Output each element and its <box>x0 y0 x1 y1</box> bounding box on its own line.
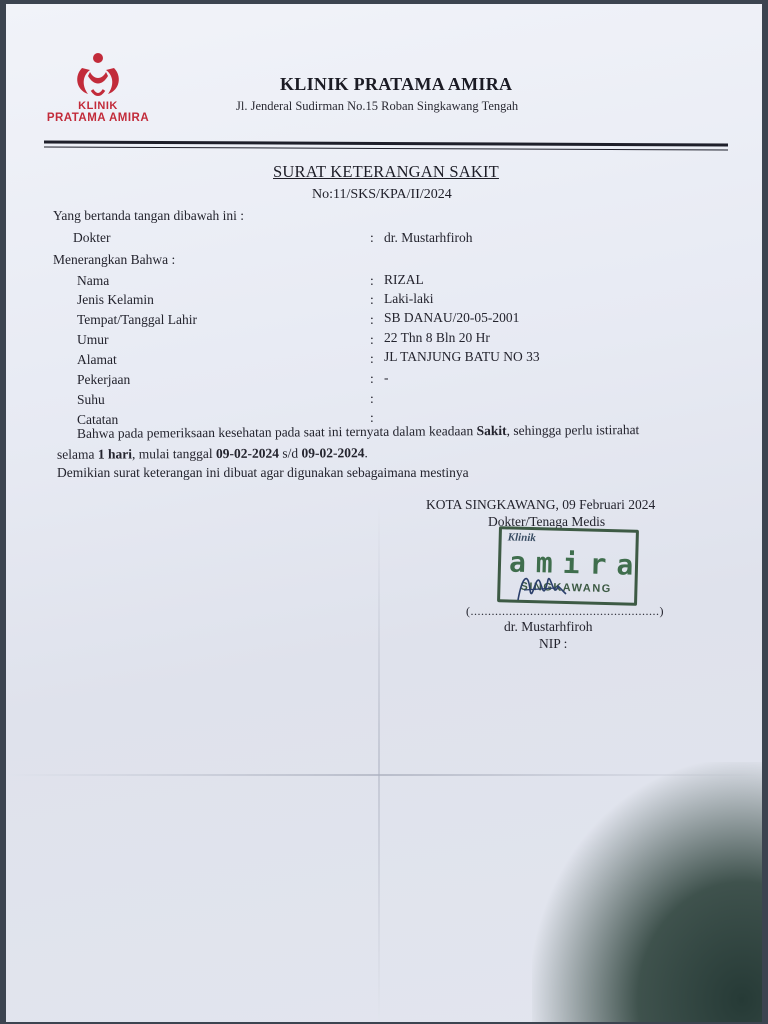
field-value-jenis-kelamin: Laki-laki <box>384 291 434 306</box>
intro-text: Yang bertanda tangan dibawah ini : <box>53 208 244 223</box>
declares-text: Menerangkan Bahwa : <box>53 252 176 267</box>
field-label-pekerjaan: Pekerjaan <box>77 372 131 387</box>
field-label-nama: Nama <box>77 273 110 288</box>
signature-blank-line: (......................................................) <box>466 604 664 618</box>
field-colon: : <box>370 371 374 386</box>
clinic-logo <box>38 50 158 130</box>
field-value-ttl: SB DANAU/20-05-2001 <box>384 310 520 325</box>
letter-page <box>6 4 762 1022</box>
field-colon: : <box>370 391 374 406</box>
shadow-corner <box>532 762 762 1022</box>
closing-text: Demikian surat keterangan ini dibuat agar digunakan sebagaimana mestinya <box>57 465 469 480</box>
clinic-address: Jl. Jenderal Sudirman No.15 Roban Singkawang Tengah <box>236 99 519 113</box>
field-label-suhu: Suhu <box>77 392 105 407</box>
field-colon: : <box>370 410 374 425</box>
field-colon: : <box>370 273 374 288</box>
body-line-1: Bahwa pada pemeriksaan kesehatan pada saat ini ternyata dalam keadaan Sakit, sehingga perlu istirahat <box>76 422 640 441</box>
signer-name: dr. Mustarhfiroh <box>504 619 593 634</box>
field-value-pekerjaan: - <box>384 370 389 385</box>
logo-text-klinik: KLINIK <box>78 100 118 112</box>
signer-role: Dokter/Tenaga Medis <box>488 514 606 529</box>
clinic-logo-icon <box>68 50 128 98</box>
field-value-umur: 22 Thn 8 Bln 20 Hr <box>384 330 490 345</box>
paper-fold-vertical <box>378 504 380 1022</box>
body-line-2: selama 1 hari, mulai tanggal 09-02-2024 s/d 09-02-2024. <box>56 445 368 462</box>
doctor-label: Dokter <box>73 230 111 245</box>
signer-nip: NIP : <box>539 636 568 651</box>
field-colon: : <box>370 292 374 307</box>
document-number: No:11/SKS/KPA/II/2024 <box>312 187 452 202</box>
field-label-ttl: Tempat/Tanggal Lahir <box>77 312 197 327</box>
clinic-name: KLINIK PRATAMA AMIRA <box>280 74 513 94</box>
field-value-alamat: JL TANJUNG BATU NO 33 <box>384 349 540 364</box>
field-colon: : <box>370 312 374 327</box>
stamp-text-top: Klinik <box>507 531 537 545</box>
field-colon: : <box>370 351 374 366</box>
logo-text-pratama-amira: PRATAMA AMIRA <box>46 112 150 124</box>
field-colon: : <box>370 332 374 347</box>
field-label-umur: Umur <box>77 332 109 347</box>
stamp-text-bottom: SINGKAWANG <box>520 580 612 596</box>
place-date: KOTA SINGKAWANG, 09 Februari 2024 <box>426 497 656 512</box>
document-title: SURAT KETERANGAN SAKIT <box>273 162 499 181</box>
doctor-colon: : <box>370 230 374 245</box>
field-label-alamat: Alamat <box>77 352 117 367</box>
doctor-value: dr. Mustarhfiroh <box>384 230 473 245</box>
handwritten-signature <box>510 560 580 610</box>
field-label-jenis-kelamin: Jenis Kelamin <box>77 292 154 307</box>
field-value-nama: RIZAL <box>384 272 424 287</box>
stamp-text-mid: amira <box>508 545 644 582</box>
field-label-catatan: Catatan <box>77 412 119 427</box>
